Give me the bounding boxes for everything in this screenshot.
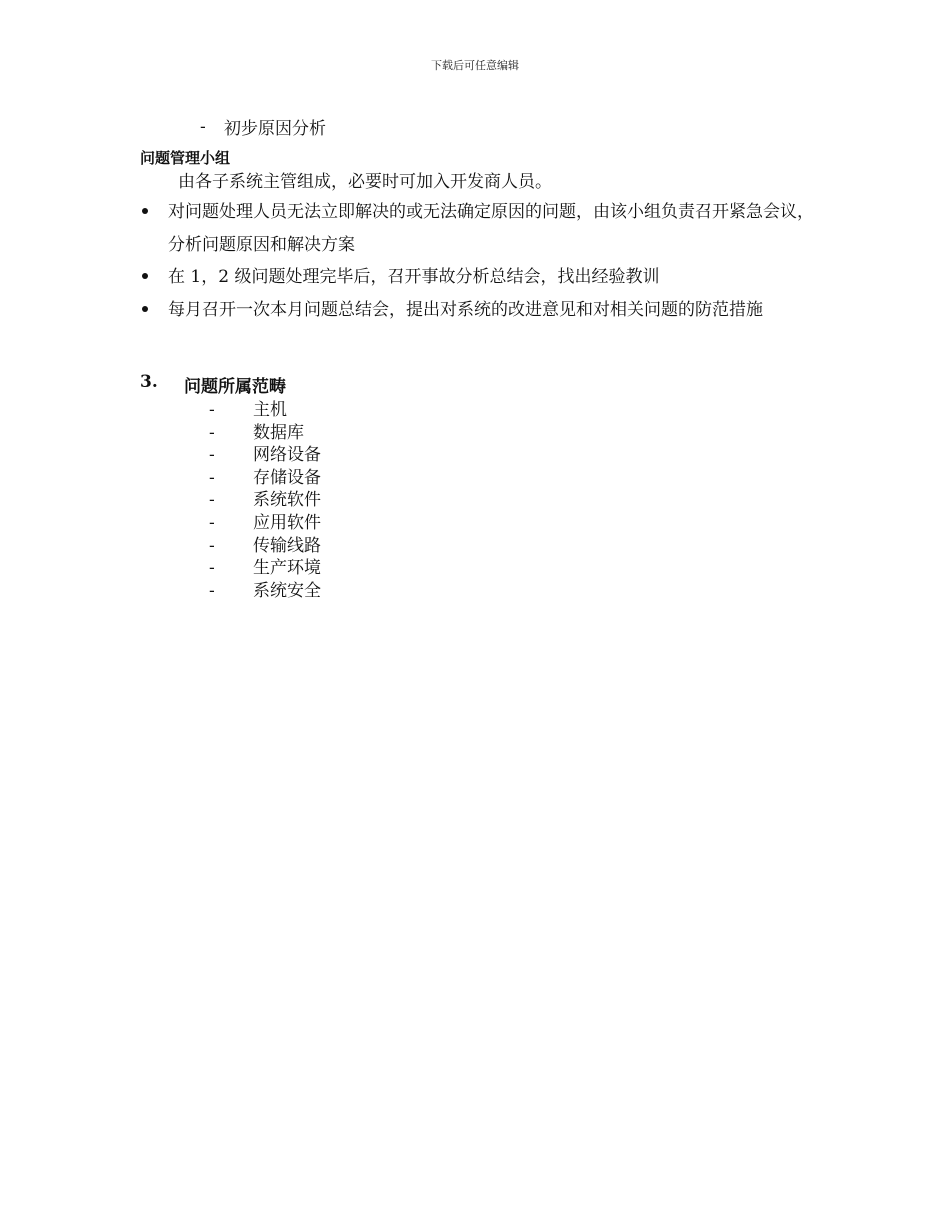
list-dash: - — [200, 116, 206, 137]
bullet-item — [140, 196, 820, 261]
list-dash: - — [209, 467, 215, 488]
category-text: 应用软件 — [253, 512, 321, 533]
list-item — [209, 399, 321, 422]
section-number: 3. — [140, 372, 158, 392]
list-item-text: 初步原因分析 — [224, 119, 326, 139]
list-item — [209, 444, 321, 467]
list-dash: - — [209, 422, 215, 443]
list-dash: - — [209, 400, 215, 420]
bullet-dot-icon — [142, 208, 148, 214]
category-text: 系统软件 — [253, 490, 321, 511]
bullet-text: 每月召开一次本月问题总结会，提出对系统的改进意见和对相关问题的防范措施 — [168, 299, 763, 320]
list-dash: - — [209, 535, 215, 556]
list-dash: - — [209, 558, 215, 579]
category-text: 主机 — [253, 400, 287, 420]
list-dash: - — [209, 512, 215, 533]
category-text: 传输线路 — [253, 535, 321, 556]
list-item — [209, 489, 321, 512]
bullet-text: 对问题处理人员无法立即解决的或无法确定原因的问题，由该小组负责召开紧急会议，分析问题原因和解决方案 — [168, 202, 814, 255]
bullet-item — [140, 294, 820, 327]
category-text: 存储设备 — [253, 467, 321, 488]
bullet-dot-icon — [142, 306, 148, 312]
bullet-list — [140, 196, 820, 326]
header-note: 下载后可任意编辑 — [431, 59, 519, 72]
group-description: 由各子系统主管组成，必要时可加入开发商人员。 — [178, 172, 552, 192]
bullet-dot-icon — [142, 273, 148, 279]
bullet-text: 在 1，2 级问题处理完毕后，召开事故分析总结会，找出经验教训 — [168, 267, 660, 287]
list-item — [209, 557, 321, 580]
category-text: 生产环境 — [253, 558, 321, 579]
list-item — [209, 580, 321, 603]
list-dash: - — [209, 490, 215, 511]
group-title: 问题管理小组 — [140, 149, 231, 167]
category-text: 系统安全 — [253, 580, 321, 601]
intro-list-item — [200, 114, 326, 139]
list-item — [209, 467, 321, 490]
category-text: 网络设备 — [253, 445, 321, 466]
section-title: 问题所属范畴 — [184, 377, 286, 397]
category-text: 数据库 — [253, 422, 304, 443]
list-dash: - — [209, 445, 215, 466]
section-heading — [140, 372, 286, 397]
list-item — [209, 535, 321, 558]
category-list — [209, 399, 321, 602]
list-item — [209, 512, 321, 535]
list-dash: - — [209, 580, 215, 601]
list-item — [209, 422, 321, 445]
bullet-item — [140, 261, 820, 294]
